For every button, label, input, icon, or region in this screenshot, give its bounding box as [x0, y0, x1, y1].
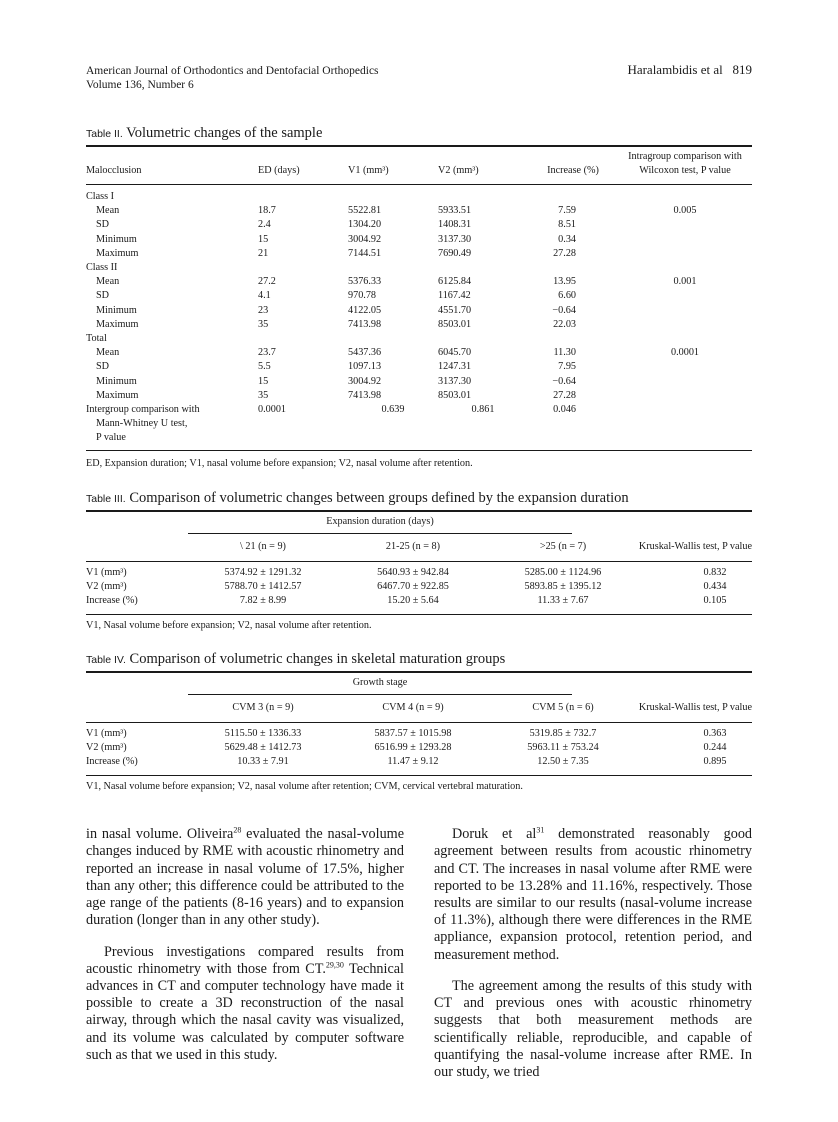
table3-footnote: V1, Nasal volume before expansion; V2, nasal volume after retention.	[86, 620, 372, 631]
increase-value: 0.34	[558, 233, 576, 245]
body-text: Technical advances in CT and computer technology have made it possible to create a 3D reconstruction of the nasal airway, through which the nasal cavity was visualized, and its volume was calculated by computer software such as that we used in this study.	[86, 960, 404, 1063]
row-label: V2 (mm³)	[86, 581, 127, 593]
table2-title: Volumetric changes of the sample	[126, 125, 323, 141]
table4-caption	[86, 651, 505, 668]
p-value	[618, 218, 752, 232]
v2-value: 1408.31	[438, 219, 472, 231]
v1-value: 5522.81	[348, 205, 382, 217]
spacer-cell	[576, 289, 618, 303]
table-row	[86, 346, 752, 360]
body-text: evaluated the nasal-volume changes induced by RME with acoustic rhinometry and reported an increase in nasal volume of 17.5%, higher than any other; this difference could be attributed to the age range of the patients (8-16 years) and to expansion duration (longer than in any other study).	[86, 826, 404, 929]
table-group-row	[86, 190, 752, 204]
table2-header-increase: Increase (%)	[547, 165, 599, 177]
v2-value: 1247.31	[438, 361, 472, 373]
intergroup-ed: 0.0001	[258, 404, 287, 416]
cell-a: 10.33 ± 7.91	[237, 756, 289, 768]
row-label: Mean	[96, 276, 120, 288]
v2-value: 5933.51	[438, 205, 472, 217]
p-value: 0.363	[703, 728, 727, 739]
v1-value: 7144.51	[348, 247, 382, 259]
p-value: 0.895	[703, 756, 727, 768]
spacer-cell	[576, 275, 618, 289]
row-label: Minimum	[96, 375, 137, 387]
table3-label: Table III.	[86, 493, 126, 505]
intergroup-label: Mann-Whitney U test,	[96, 418, 188, 430]
table4-header-rule	[86, 722, 752, 723]
v1-value: 970.78	[348, 290, 377, 302]
cell-c: 5285.00 ± 1124.96	[524, 567, 602, 578]
v1-value: 7413.98	[348, 318, 382, 330]
increase-value: 22.03	[553, 318, 576, 330]
table3-body	[86, 566, 752, 609]
table-row	[86, 275, 752, 289]
table4-footnote: V1, Nasal volume before expansion; V2, nasal volume after retention; CVM, cervical vertebral maturation.	[86, 781, 523, 792]
table2-header-intragroup-2: Wilcoxon test, P value	[639, 165, 731, 177]
table-row	[86, 755, 752, 769]
cell-a: 7.82 ± 8.99	[239, 595, 287, 607]
row-label: Maximum	[96, 318, 139, 330]
spacer-cell	[576, 403, 618, 417]
table3-span-rule	[188, 533, 572, 534]
table-row	[86, 304, 752, 318]
v1-value: 5376.33	[348, 276, 382, 288]
row-label: V1 (mm³)	[86, 567, 127, 578]
table2-header-malocclusion: Malocclusion	[86, 165, 142, 177]
row-label: Mean	[96, 347, 120, 359]
table-row	[86, 204, 752, 218]
row-label: Maximum	[96, 389, 139, 401]
table-row	[86, 389, 752, 403]
v2-value: 3137.30	[438, 233, 472, 245]
v1-value: 4122.05	[348, 304, 382, 316]
body-text: in nasal volume. Oliveira	[86, 826, 234, 843]
row-label: Minimum	[96, 304, 137, 316]
cell-a: 5374.92 ± 1291.32	[224, 567, 302, 578]
table-row	[86, 741, 752, 755]
cell-a: 5629.48 ± 1412.73	[224, 742, 302, 754]
p-value: 0.001	[673, 276, 697, 288]
cell-a: 5788.70 ± 1412.57	[224, 581, 302, 593]
citation: 28	[233, 825, 242, 835]
spacer-cell	[576, 375, 618, 389]
increase-value: −0.64	[552, 375, 576, 387]
body-text: demonstrated reasonably good agreement between results from acoustic rhinometry and CT. The increases in nasal volume after RME were reported to be 13.28% and 11.16%, respectively. Those results are similar to our results (nasal-volume increase of 11.3%), although there were differences in the RME appliance, expansion protocol, retention period, and measurement method.	[434, 826, 753, 963]
ed-value: 15	[258, 233, 269, 245]
increase-value: 27.28	[553, 247, 576, 259]
cell-c: 5319.85 ± 732.7	[529, 728, 597, 739]
table2-header	[86, 150, 752, 178]
table-row	[86, 375, 752, 389]
table4-col-c: CVM 5 (n = 6)	[532, 702, 594, 713]
table-group-row	[86, 261, 752, 275]
table3-caption	[86, 490, 629, 507]
table-group-row	[86, 332, 752, 346]
group-label: Total	[86, 333, 107, 345]
p-value	[618, 233, 752, 247]
row-label: V1 (mm³)	[86, 728, 127, 739]
table-row	[86, 233, 752, 247]
table2-header-rule	[86, 184, 752, 185]
body-paragraph: The agreement among the results of this study with CT and previous ones with acoustic rhinometry suggests that both measurement methods are scientifically reliable, reproducible, and capable of quantifying the nasal-volume increase after RME. In our study, we tried	[434, 978, 752, 1081]
table3-span-header: Expansion duration (days)	[326, 516, 434, 527]
v2-value: 1167.42	[438, 290, 471, 302]
table-row	[86, 218, 752, 232]
p-value: 0.005	[673, 205, 697, 217]
journal-volume: Volume 136, Number 6	[86, 79, 194, 91]
spacer-cell	[576, 304, 618, 318]
table2-bottom-rule	[86, 450, 752, 451]
body-left-column	[86, 812, 404, 1078]
running-header-journal	[86, 64, 379, 92]
row-label: SD	[96, 290, 110, 302]
cell-b: 5640.93 ± 942.84	[377, 567, 449, 578]
table4-bottom-rule	[86, 775, 752, 776]
cell-b: 6467.70 ± 922.85	[377, 581, 449, 593]
intergroup-v1: 0.639	[381, 404, 405, 416]
table4-colheaders	[86, 701, 752, 715]
header-authors: Haralambidis et al	[627, 62, 723, 77]
table2-header-v1: V1 (mm³)	[348, 165, 389, 177]
body-paragraph	[434, 826, 752, 964]
v2-value: 8503.01	[438, 389, 472, 401]
p-value	[618, 289, 752, 303]
ed-value: 2.4	[258, 219, 271, 231]
table2-label: Table II.	[86, 128, 123, 140]
p-value	[618, 304, 752, 318]
table2-caption	[86, 125, 322, 142]
table3-col-p: Kruskal-Wallis test, P value	[638, 541, 752, 552]
journal-name: American Journal of Orthodontics and Dentofacial Orthopedics	[86, 65, 379, 77]
table4-title: Comparison of volumetric changes in skeletal maturation groups	[129, 651, 506, 667]
citation: 31	[536, 825, 545, 835]
ed-value: 27.2	[258, 276, 276, 288]
row-label: Minimum	[96, 233, 137, 245]
table4-body	[86, 727, 752, 770]
table3-header-rule	[86, 561, 752, 562]
p-value: 0.434	[703, 581, 727, 593]
body-paragraph	[86, 826, 404, 929]
cell-b: 5837.57 ± 1015.98	[374, 728, 452, 739]
table2-header-ed: ED (days)	[258, 165, 300, 177]
increase-value: 7.59	[558, 205, 576, 217]
table4-col-a: CVM 3 (n = 9)	[232, 702, 294, 713]
v2-value: 8503.01	[438, 318, 472, 330]
v1-value: 7413.98	[348, 389, 382, 401]
cell-b: 11.47 ± 9.12	[387, 756, 439, 768]
table-row	[86, 580, 752, 594]
spacer-cell	[576, 318, 618, 332]
spacer-cell	[618, 403, 752, 417]
table-row	[86, 594, 752, 608]
ed-value: 5.5	[258, 361, 271, 373]
cell-a: 5115.50 ± 1336.33	[224, 728, 302, 739]
ed-value: 35	[258, 318, 269, 330]
row-label: Increase (%)	[86, 756, 138, 768]
intergroup-label: Intergroup comparison with	[86, 404, 200, 416]
cell-b: 6516.99 ± 1293.28	[374, 742, 452, 754]
spacer-cell	[576, 346, 618, 360]
row-label: SD	[96, 219, 110, 231]
table4-col-p: Kruskal-Wallis test, P value	[638, 702, 752, 713]
v2-value: 7690.49	[438, 247, 472, 259]
intergroup-label: P value	[96, 432, 126, 444]
table3-bottom-rule	[86, 614, 752, 615]
table3-top-rule	[86, 510, 752, 512]
spacer-cell	[576, 389, 618, 403]
intergroup-row	[86, 403, 752, 417]
spacer-cell	[576, 233, 618, 247]
p-value: 0.832	[703, 567, 727, 578]
running-header-right	[627, 62, 752, 78]
table3-col-b: 21-25 (n = 8)	[385, 541, 441, 552]
table3-colheaders	[86, 540, 752, 554]
row-label: V2 (mm³)	[86, 742, 127, 754]
table2-header-intragroup-1: Intragroup comparison with	[628, 151, 742, 162]
group-label: Class II	[86, 262, 118, 274]
intergroup-v2: 0.861	[471, 404, 495, 416]
table4-span-header: Growth stage	[352, 677, 408, 688]
cell-c: 5893.85 ± 1395.12	[524, 581, 602, 593]
group-label: Class I	[86, 191, 115, 202]
cell-c: 12.50 ± 7.35	[537, 756, 589, 768]
p-value: 0.0001	[670, 347, 699, 359]
body-text: Doruk et al	[452, 826, 537, 843]
table-row	[86, 566, 752, 580]
p-value	[618, 375, 752, 389]
body-text: Previous investigations compared results from acoustic rhinometry with those from CT.	[86, 943, 404, 977]
v2-value: 6125.84	[438, 276, 472, 288]
ed-value: 35	[258, 389, 269, 401]
intergroup-row	[86, 431, 752, 445]
p-value	[618, 318, 752, 332]
cell-c: 5963.11 ± 753.24	[527, 742, 599, 754]
v1-value: 1304.20	[348, 219, 382, 231]
increase-value: 7.95	[558, 361, 576, 373]
spacer-cell	[576, 204, 618, 218]
p-value: 0.244	[703, 742, 727, 754]
spacer-cell	[576, 218, 618, 232]
p-value	[618, 360, 752, 374]
p-value: 0.105	[703, 595, 727, 607]
body-right-column	[434, 812, 752, 1095]
row-label: Increase (%)	[86, 595, 138, 607]
cell-b: 15.20 ± 5.64	[387, 595, 439, 607]
ed-value: 21	[258, 247, 269, 259]
table3-col-c: >25 (n = 7)	[539, 541, 587, 552]
increase-value: 6.60	[558, 290, 576, 302]
p-value	[618, 389, 752, 403]
table3-col-a: \ 21 (n = 9)	[240, 541, 286, 552]
table4-label: Table IV.	[86, 654, 126, 666]
increase-value: 11.30	[553, 347, 576, 359]
v1-value: 5437.36	[348, 347, 382, 359]
table2-footnote: ED, Expansion duration; V1, nasal volume before expansion; V2, nasal volume after retention.	[86, 458, 473, 469]
table3-title: Comparison of volumetric changes between groups defined by the expansion duration	[129, 490, 629, 506]
table4-span-rule	[188, 694, 572, 695]
table-row	[86, 247, 752, 261]
table-row	[86, 318, 752, 332]
table2-top-rule	[86, 145, 752, 147]
increase-value: 8.51	[558, 219, 576, 231]
body-paragraph	[86, 944, 404, 1064]
cell-c: 11.33 ± 7.67	[537, 595, 589, 607]
page-number: 819	[732, 62, 752, 77]
row-label: Maximum	[96, 247, 139, 259]
table4-top-rule	[86, 671, 752, 673]
v1-value: 3004.92	[348, 375, 382, 387]
v2-value: 6045.70	[438, 347, 472, 359]
table2-body	[86, 190, 752, 446]
increase-value: 27.28	[553, 389, 576, 401]
ed-value: 4.1	[258, 290, 271, 302]
table2-header-v2: V2 (mm³)	[438, 165, 479, 177]
table-row	[86, 727, 752, 741]
v2-value: 3137.30	[438, 375, 472, 387]
v1-value: 3004.92	[348, 233, 382, 245]
table4-col-b: CVM 4 (n = 9)	[382, 702, 444, 713]
increase-value: −0.64	[552, 304, 576, 316]
spacer-cell	[576, 360, 618, 374]
intergroup-row	[86, 417, 752, 431]
v1-value: 1097.13	[348, 361, 382, 373]
row-label: SD	[96, 361, 110, 373]
table-row	[86, 360, 752, 374]
p-value	[618, 247, 752, 261]
row-label: Mean	[96, 205, 120, 217]
citation: 29,30	[325, 960, 344, 970]
spacer-cell	[576, 247, 618, 261]
table-row	[86, 289, 752, 303]
ed-value: 23	[258, 304, 269, 316]
ed-value: 15	[258, 375, 269, 387]
increase-value: 13.95	[553, 276, 576, 288]
ed-value: 18.7	[258, 205, 276, 217]
intergroup-inc: 0.046	[553, 404, 576, 416]
ed-value: 23.7	[258, 347, 276, 359]
v2-value: 4551.70	[438, 304, 472, 316]
